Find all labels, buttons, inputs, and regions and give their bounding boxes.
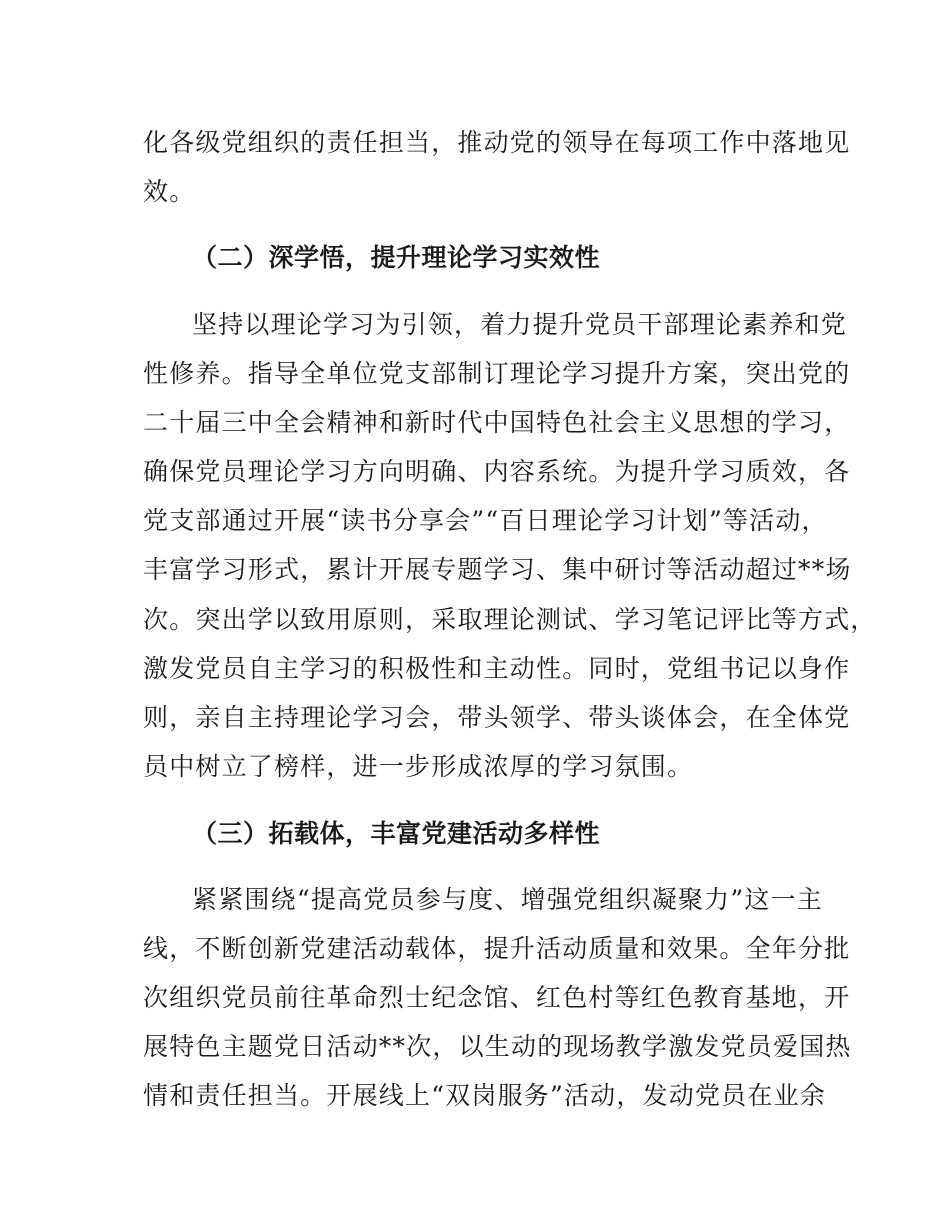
paragraph-line: 性修养。指导全单位党支部制订理论学习提升方案，突出党的 [143, 359, 851, 388]
paragraph-line: 激发党员自主学习的积极性和主动性。同时，党组书记以身作 [143, 654, 851, 683]
paragraph-line: 化各级党组织的责任担当，推动党的领导在每项工作中落地见 [143, 128, 851, 157]
paragraph-line: 次。突出学以致用原则，采取理论测试、学习笔记评比等方式， [143, 605, 877, 634]
paragraph-line: 党支部通过开展“读书分享会”“百日理论学习计划”等活动， [143, 506, 828, 535]
paragraph-line: 则，亲自主持理论学习会，带头领学、带头谈体会，在全体党 [143, 703, 851, 732]
paragraph-line: 展特色主题党日活动**次，以生动的现场教学激发党员爱国热 [143, 1032, 852, 1061]
paragraph-line: 二十届三中全会精神和新时代中国特色社会主义思想的学习， [143, 408, 851, 437]
paragraph-line: 坚持以理论学习为引领，着力提升党员干部理论素养和党 [192, 310, 848, 339]
section-heading-two: （二）深学悟，提升理论学习实效性 [192, 243, 601, 272]
paragraph-line: 员中树立了榜样，进一步形成浓厚的学习氛围。 [143, 752, 694, 781]
paragraph-line: 次组织党员前往革命烈士纪念馆、红色村等红色教育基地，开 [143, 983, 851, 1012]
paragraph-line: 情和责任担当。开展线上“双岗服务”活动，发动党员在业余 [143, 1081, 826, 1110]
paragraph-line: 线，不断创新党建活动载体，提升活动质量和效果。全年分批 [143, 934, 851, 963]
section-heading-three: （三）拓载体，丰富党建活动多样性 [192, 819, 601, 848]
paragraph-line: 紧紧围绕“提高党员参与度、增强党组织凝聚力”这一主 [192, 885, 823, 914]
paragraph-line: 确保党员理论学习方向明确、内容系统。为提升学习质效，各 [143, 457, 851, 486]
paragraph-line: 效。 [143, 177, 196, 206]
paragraph-line: 丰富学习形式，累计开展专题学习、集中研讨等活动超过**场 [143, 555, 852, 584]
